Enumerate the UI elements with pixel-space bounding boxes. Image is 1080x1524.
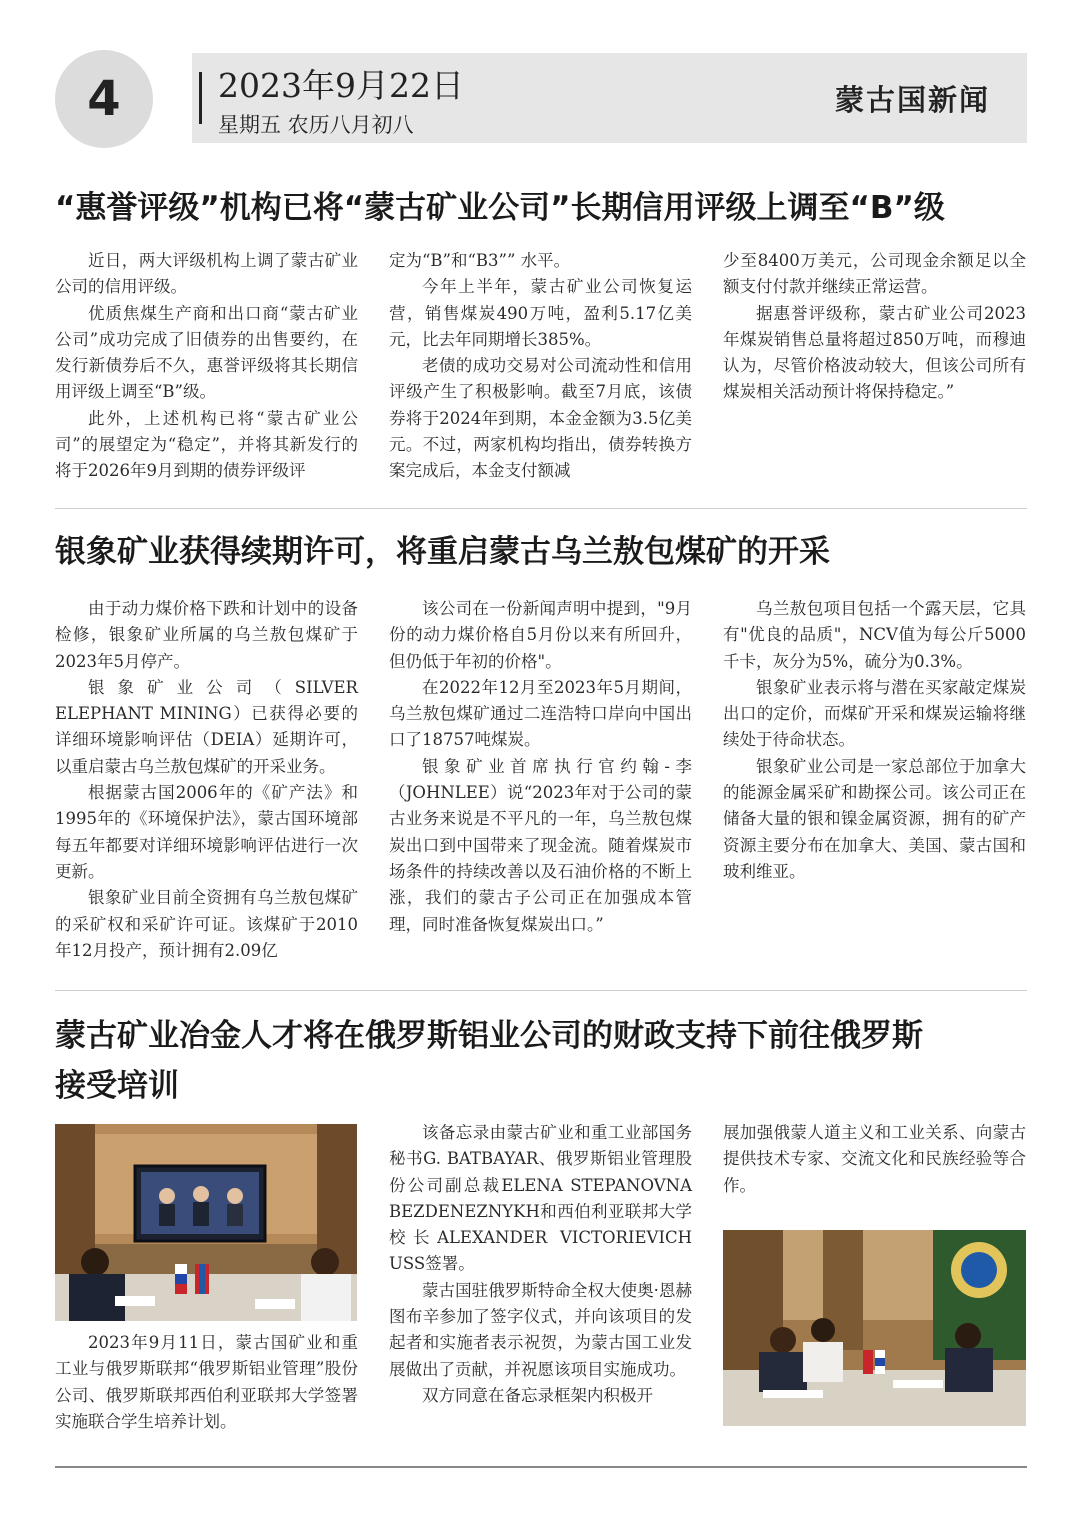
article-paragraph: 乌兰敖包项目包括一个露天层，它具有"优良的品质"，NCV值为每公斤5000千卡，灰分为5%，硫分为0.3%。	[723, 599, 1026, 671]
video-conference-photo	[55, 1124, 357, 1321]
article-paragraph: 少至8400万美元，公司现金余额足以全额支付付款并继续正常运营。	[723, 251, 1026, 297]
article-paragraph: 银象矿业公司（SILVER ELEPHANT MINING）已获得必要的详细环境影响评估（DEIA）延期许可，以重启蒙古乌兰敖包煤矿的开采业务。	[55, 677, 358, 776]
article1-column-3	[723, 248, 1026, 406]
article-paragraph: 该公司在一份新闻声明中提到，"9月份的动力煤价格自5月份以来有所回升，但仍低于年初的价格"。	[389, 599, 692, 671]
article-paragraph: 根据蒙古国2006年的《矿产法》和1995年的《环境保护法》，蒙古国环境部每五年都要对详细环境影响评估进行一次更新。	[55, 783, 358, 881]
page-number-badge	[55, 50, 153, 148]
article-paragraph: 优质焦煤生产商和出口商“蒙古矿业公司”成功完成了旧债券的出售要约，在发行新债券后不久，惠誉评级将其长期信用评级上调至“B”级。	[55, 303, 358, 402]
article-paragraph: 银象矿业目前全资拥有乌兰敖包煤矿的采矿权和采矿许可证。该煤矿于2010年12月投产，预计拥有2.09亿	[55, 888, 358, 960]
section-title: 蒙古国新闻	[834, 83, 990, 117]
article2-column-3	[723, 596, 1026, 885]
article-paragraph: 银象矿业表示将与潜在买家敲定煤炭出口的定价，而煤矿开采和煤炭运输将继续处于待命状态。	[723, 677, 1026, 750]
article-paragraph: 2023年9月11日，蒙古国矿业和重工业与俄罗斯联邦“俄罗斯铝业管理”股份公司、俄罗斯联邦西伯利亚联邦大学签署实施联合学生培养计划。	[55, 1333, 358, 1431]
article-divider	[55, 508, 1027, 509]
article-paragraph: 据惠誉评级称，蒙古矿业公司2023年煤炭销售总量将超过850万吨，而穆迪认为，尽管价格波动较大，但该公司所有煤炭相关活动预计将保持稳定。”	[723, 303, 1026, 402]
article-paragraph: 蒙古国驻俄罗斯特命全权大使奥·恩赫图布辛参加了签字仪式，并向该项目的发起者和实施者表示祝贺，为蒙古国工业发展做出了贡献，并祝愿该项目实施成功。	[389, 1280, 692, 1379]
page-bottom-rule	[55, 1466, 1027, 1468]
article-paragraph: 近日，两大评级机构上调了蒙古矿业公司的信用评级。	[55, 251, 358, 297]
article-divider	[55, 990, 1027, 991]
issue-weekday-lunar: 星期五 农历八月初八	[218, 113, 414, 137]
article-paragraph: 银象矿业公司是一家总部位于加拿大的能源金属采矿和勘探公司。该公司正在储备大量的银和镍金属资源，拥有的矿产资源主要分布在加拿大、美国、蒙古国和玻利维亚。	[723, 756, 1026, 881]
article3-headline-line-1: 蒙古矿业冶金人才将在俄罗斯铝业公司的财政支持下前往俄罗斯	[55, 1018, 923, 1054]
article1-column-1	[55, 248, 358, 485]
article-paragraph: 双方同意在备忘录框架内积极开	[422, 1385, 653, 1405]
article-paragraph: 定为“B”和“B3”” 水平。	[389, 251, 571, 270]
article-paragraph: 在2022年12月至2023年5月期间，乌兰敖包煤矿通过二连浩特口岸向中国出口了18757吨煤炭。	[389, 677, 692, 750]
article3-column-3	[723, 1120, 1026, 1199]
article-paragraph: 银象矿业首席执行官约翰-李（JOHNLEE）说“2023年对于公司的蒙古业务来说是不平凡的一年，乌兰敖包煤炭出口到中国带来了现金流。随着煤炭市场条件的持续改善以及石油价格的不断上涨，我们的蒙古子公司正在加强成本管理，同时准备恢复煤炭出口。”	[389, 756, 692, 934]
issue-date: 2023年9月22日	[218, 66, 464, 105]
article-paragraph: 由于动力煤价格下跌和计划中的设备检修，银象矿业所属的乌兰敖包煤矿于2023年5月停产。	[55, 599, 358, 671]
article1-column-2	[389, 248, 692, 485]
header-divider	[199, 72, 202, 124]
article2-column-2	[389, 596, 692, 938]
article1-headline: “惠誉评级”机构已将“蒙古矿业公司”长期信用评级上调至“B”级	[55, 190, 945, 226]
article2-column-1	[55, 596, 358, 964]
page-number: 4	[87, 71, 121, 127]
meeting-room-photo	[723, 1230, 1026, 1426]
article3-column-2	[389, 1120, 692, 1409]
article-paragraph: 老债的成功交易对公司流动性和信用评级产生了积极影响。截至7月底，该债券将于2024年到期，本金金额为3.5亿美元。不过，两家机构均指出，债券转换方案完成后，本金支付额减	[389, 356, 692, 481]
article-paragraph: 该备忘录由蒙古矿业和重工业部国务秘书G. BATBAYAR、俄罗斯铝业管理股份公司副总裁ELENA STEPANOVNA BEZDENEZNYKH和西伯利亚联邦大学校长ALEXANDER VICTORIEVICH USS签署。	[389, 1123, 692, 1274]
article3-headline-line-2: 接受培训	[55, 1068, 179, 1104]
article3-column-1	[55, 1330, 358, 1435]
article-paragraph: 展加强俄蒙人道主义和工业关系、向蒙古提供技术专家、交流文化和民族经验等合作。	[723, 1123, 1026, 1195]
article-paragraph: 此外，上述机构已将“蒙古矿业公司”的展望定为“稳定”，并将其新发行的将于2026年9月到期的债券评级评	[55, 408, 358, 481]
article2-headline: 银象矿业获得续期许可，将重启蒙古乌兰敖包煤矿的开采	[55, 534, 830, 570]
article-paragraph: 今年上半年，蒙古矿业公司恢复运营，销售煤炭490万吨，盈利5.17亿美元，比去年同期增长385%。	[389, 277, 692, 349]
